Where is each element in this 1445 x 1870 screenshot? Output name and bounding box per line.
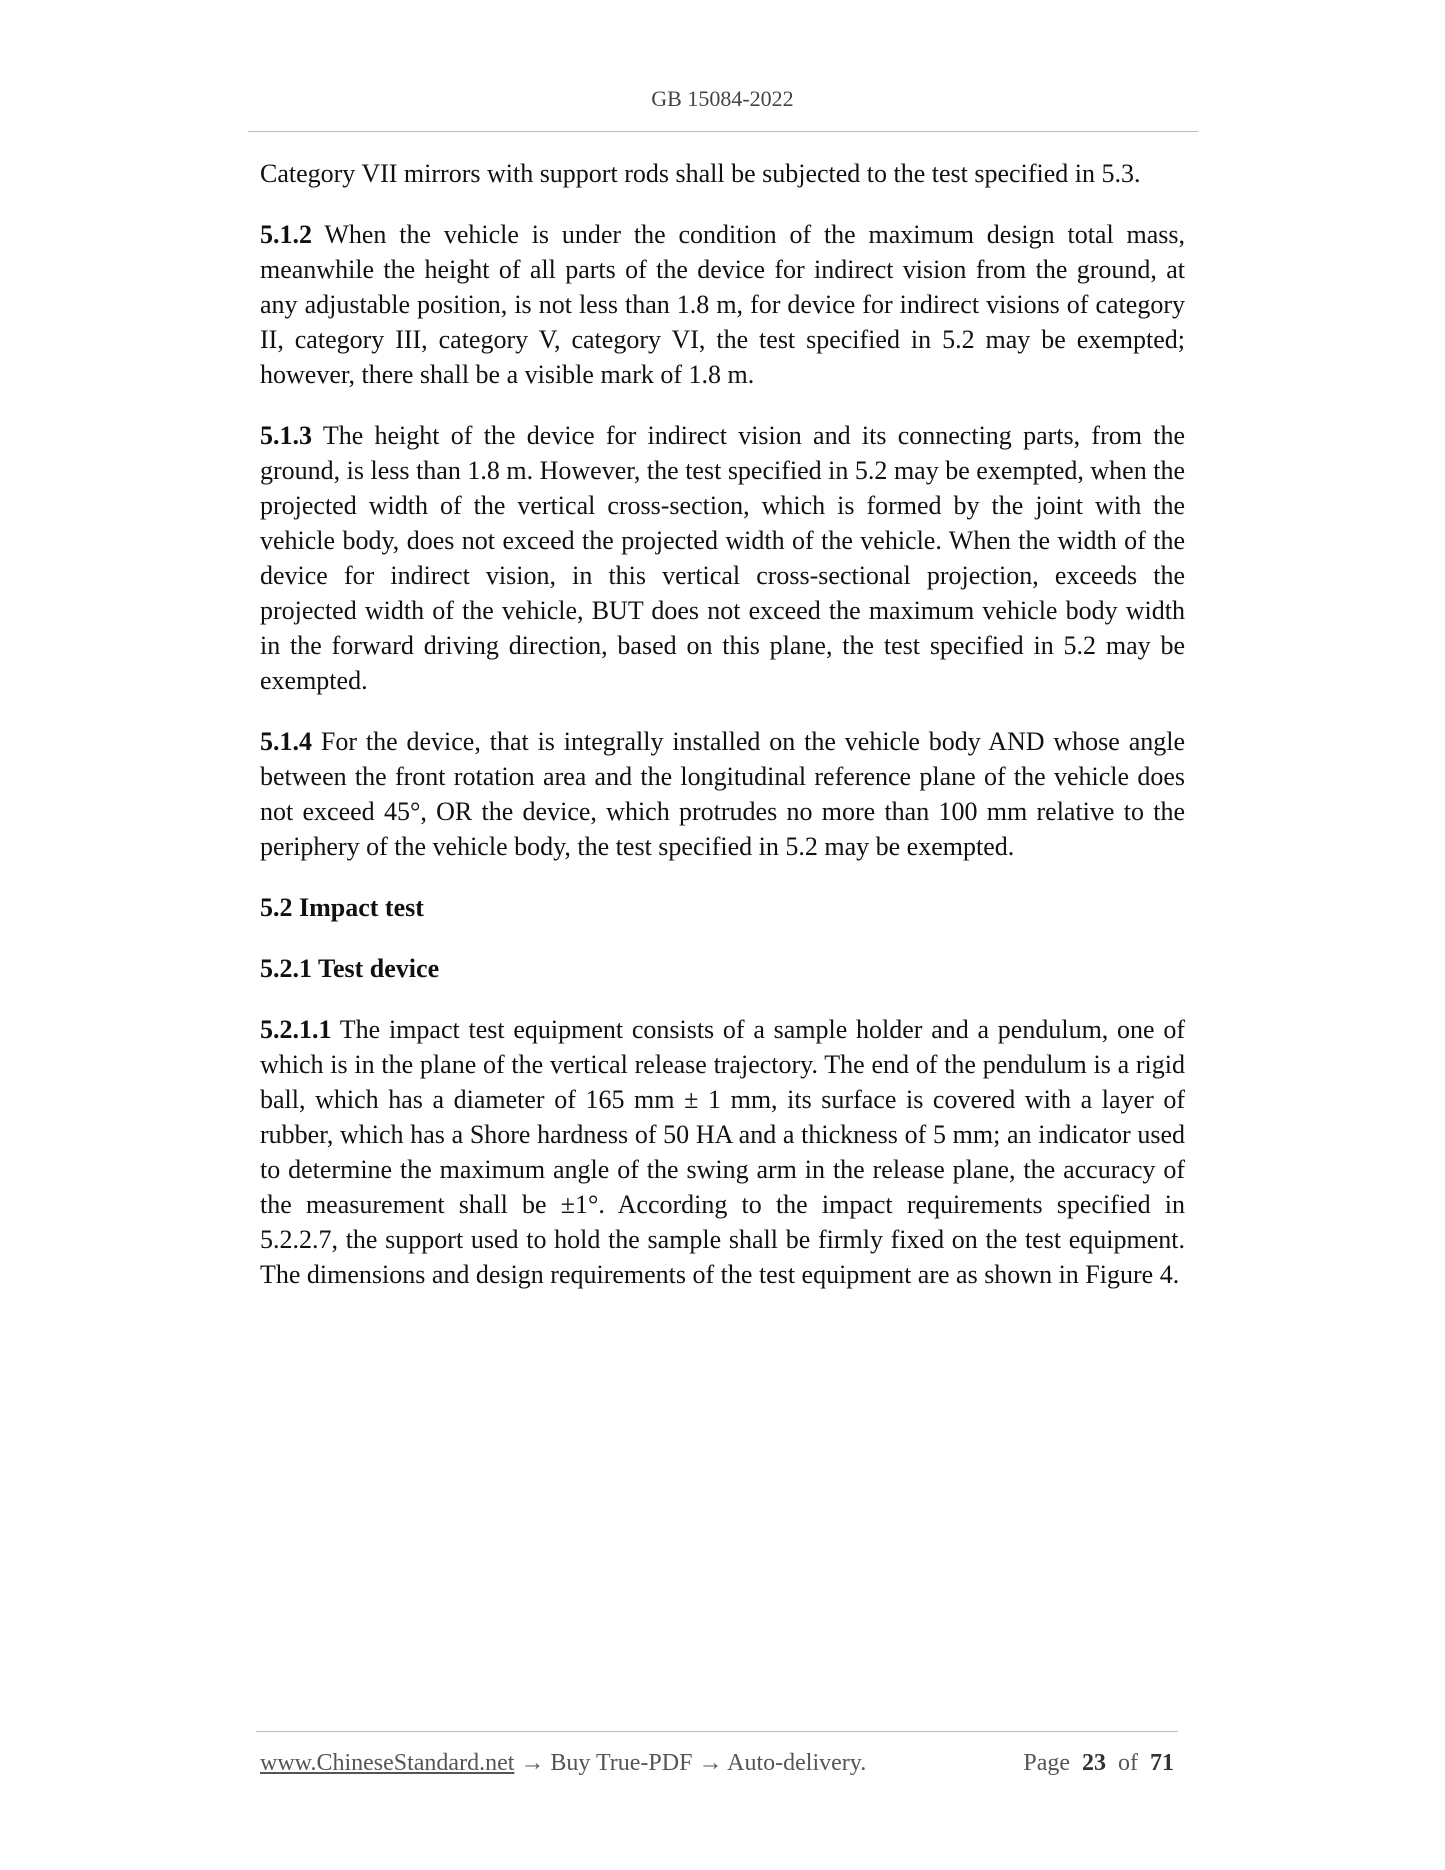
of-label: of [1118, 1750, 1138, 1776]
clause-5-2-1-1 [260, 1012, 1185, 1292]
clause-text: For the device, that is integrally installed on the vehicle body AND whose angle between the front rotation area and the longitudinal reference plane of the vehicle does not exceed 45°, OR the device, which protrudes no more than 100 mm relative to the periphery of the vehicle body, the test specified in 5.2 may be exempted. [260, 727, 1185, 861]
total-pages-number: 71 [1150, 1750, 1174, 1776]
website-link[interactable]: www.ChineseStandard.net [260, 1750, 515, 1776]
clause-text: When the vehicle is under the condition of the maximum design total mass, meanwhile the height of all parts of the device for indirect vision from the ground, at any adjustable position, is not less than 1.8 m, for device for indirect visions of category II, category III, category V, category VI, the test specified in 5.2 may be exempted; however, there shall be a visible mark of 1.8 m. [260, 220, 1185, 389]
paragraph-text: Category VII mirrors with support rods shall be subjected to the test specified in 5.3. [260, 159, 1141, 188]
clause-text: The impact test equipment consists of a sample holder and a pendulum, one of which is in the plane of the vertical release trajectory. The end of the pendulum is a rigid ball, which has a diameter of 165 mm ± 1 mm, its surface is covered with a layer of rubber, which has a Shore hardness of 50 HA and a thickness of 5 mm; an indicator used to determine the maximum angle of the swing arm in the release plane, the accuracy of the measurement shall be ±1°. According to the impact requirements specified in 5.2.2.7, the support used to hold the sample shall be firmly fixed on the test equipment. The dimensions and design requirements of the test equipment are as shown in Figure 4. [260, 1015, 1185, 1289]
arrow-right-icon: → [514, 1750, 551, 1776]
clause-text: The height of the device for indirect vision and its connecting parts, from the ground, is less than 1.8 m. However, the test specified in 5.2 may be exempted, when the projected width of the vertical cross-section, which is formed by the joint with the vehicle body, does not exceed the projected width of the vehicle. When the width of the device for indirect vision, in this vertical cross-sectional projection, exceeds the projected width of the vehicle, BUT does not exceed the maximum vehicle body width in the forward driving direction, based on this plane, the test specified in 5.2 may be exempted. [260, 421, 1185, 695]
clause-5-1-2 [260, 217, 1185, 392]
page-indicator [1023, 1750, 1174, 1777]
document-code: GB 15084-2022 [651, 86, 794, 111]
current-page-number: 23 [1082, 1750, 1106, 1776]
header-divider [248, 131, 1198, 132]
section-heading-5-2: 5.2 Impact test [260, 893, 424, 922]
page-header [0, 86, 1445, 112]
clause-5-1-4 [260, 724, 1185, 864]
paragraph [260, 156, 1185, 191]
arrow-right-icon: → [692, 1750, 728, 1776]
clause-number: 5.1.4 [260, 727, 312, 756]
page-label: Page [1023, 1750, 1070, 1776]
section-heading-5-2-1: 5.2.1 Test device [260, 954, 440, 983]
buy-pdf-text: Buy True-PDF [550, 1750, 693, 1776]
clause-5-1-3 [260, 418, 1185, 698]
clause-number: 5.1.3 [260, 421, 312, 450]
footer-divider [256, 1731, 1178, 1732]
auto-delivery-text: Auto-delivery. [727, 1750, 867, 1776]
clause-number: 5.1.2 [260, 220, 312, 249]
document-body [260, 156, 1185, 1292]
clause-number: 5.2.1.1 [260, 1015, 332, 1044]
footer-promo [260, 1750, 866, 1777]
